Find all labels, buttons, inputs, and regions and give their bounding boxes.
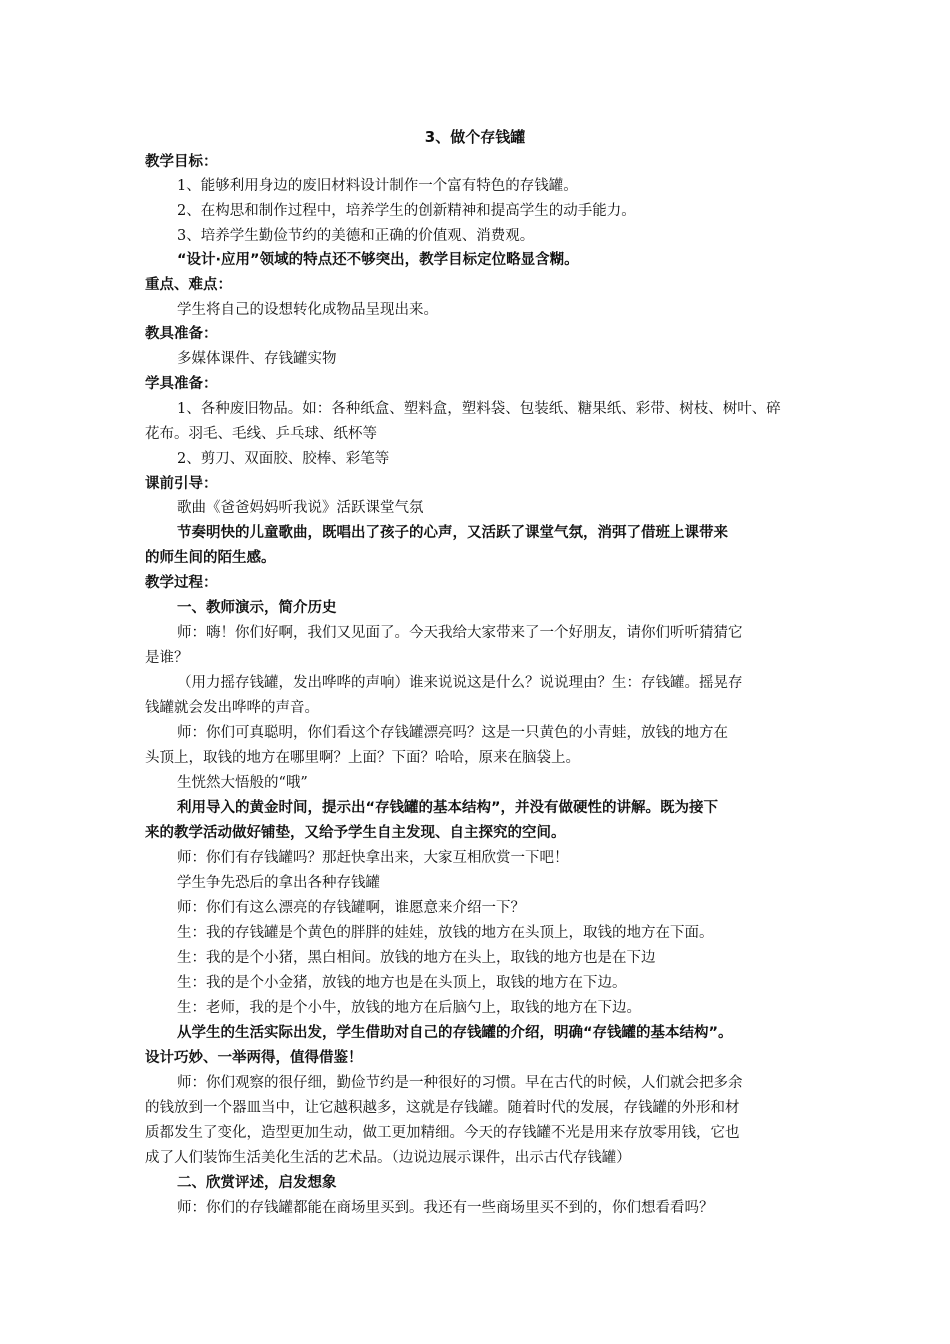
document-title: 3、做个存钱罐 (424, 128, 526, 146)
comment-line: 来的教学活动做好铺垫，又给予学生自主发现、自主探究的空间。 (145, 825, 566, 841)
section-heading-student-materials: 学具准备： (145, 376, 218, 392)
paragraph-line: 师：你们的存钱罐都能在商场里买到。我还有一些商场里买不到的，你们想看看吗？ (177, 1200, 714, 1216)
section-heading-teaching-aids: 教具准备： (145, 326, 218, 342)
paragraph-line: 2、在构思和制作过程中，培养学生的创新精神和提高学生的动手能力。 (177, 203, 636, 219)
comment-line: 的师生间的陌生感。 (145, 550, 276, 566)
paragraph-line: 头顶上，取钱的地方在哪里啊？上面？下面？哈哈，原来在脑袋上。 (145, 750, 580, 766)
paragraph-line: 学生将自己的设想转化成物品呈现出来。 (177, 302, 438, 318)
paragraph-line: 生：我的存钱罐是个黄色的胖胖的娃娃，放钱的地方在头顶上，取钱的地方在下面。 (177, 925, 714, 941)
comment-line: “设计·应用”领域的特点还不够突出，教学目标定位略显含糊。 (177, 252, 579, 268)
paragraph-line: 歌曲《爸爸妈妈听我说》活跃课堂气氛 (177, 500, 424, 516)
paragraph-line: 师：嗨！你们好啊，我们又见面了。今天我给大家带来了一个好朋友，请你们听听猜猜它 (177, 625, 743, 641)
paragraph-line: 质都发生了变化，造型更加生动，做工更加精细。今天的存钱罐不光是用来存放零用钱，它也 (145, 1125, 740, 1141)
paragraph-line: 师：你们有存钱罐吗？那赶快拿出来，大家互相欣赏一下吧！ (177, 850, 569, 866)
comment-line: 节奏明快的儿童歌曲，既唱出了孩子的心声，又活跃了课堂气氛，消弭了借班上课带来 (177, 525, 728, 541)
paragraph-line: 生恍然大悟般的“哦” (177, 775, 308, 791)
paragraph-line: 多媒体课件、存钱罐实物 (177, 351, 337, 367)
comment-line: 设计巧妙、一举两得，值得借鉴！ (145, 1050, 363, 1066)
paragraph-line: 花布。羽毛、毛线、乒乓球、纸杯等 (145, 426, 377, 442)
paragraph-line: 1、能够利用身边的废旧材料设计制作一个富有特色的存钱罐。 (177, 178, 578, 194)
subsection-heading: 一、教师演示，简介历史 (177, 600, 337, 616)
paragraph-line: 1、各种废旧物品。如：各种纸盒、塑料盒，塑料袋、包装纸、糖果纸、彩带、树枝、树叶、碎 (177, 401, 781, 417)
paragraph-line: （用力摇存钱罐，发出哗哗的声响）谁来说说这是什么？说说理由？生：存钱罐。摇晃存 (177, 675, 743, 691)
section-heading-process: 教学过程： (145, 575, 218, 591)
paragraph-line: 2、剪刀、双面胶、胶棒、彩笔等 (177, 451, 390, 467)
paragraph-line: 生：我的是个小金猪，放钱的地方也是在头顶上，取钱的地方在下边。 (177, 975, 627, 991)
paragraph-line: 钱罐就会发出哗哗的声音。 (145, 700, 319, 716)
paragraph-line: 成了人们装饰生活美化生活的艺术品。（边说边展示课件，出示古代存钱罐） (145, 1150, 631, 1166)
paragraph-line: 生：我的是个小猪，黑白相间。放钱的地方在头上，取钱的地方也是在下边 (177, 950, 656, 966)
paragraph-line: 师：你们观察的很仔细，勤俭节约是一种很好的习惯。早在古代的时候，人们就会把多余 (177, 1075, 743, 1091)
section-heading-key-points: 重点、难点： (145, 277, 232, 293)
subsection-heading: 二、欣赏评述，启发想象 (177, 1175, 337, 1191)
paragraph-line: 的钱放到一个器皿当中，让它越积越多，这就是存钱罐。随着时代的发展，存钱罐的外形和材 (145, 1100, 740, 1116)
comment-line: 从学生的生活实际出发，学生借助对自己的存钱罐的介绍，明确“存钱罐的基本结构”。 (177, 1025, 733, 1041)
paragraph-line: 学生争先恐后的拿出各种存钱罐 (177, 875, 380, 891)
comment-line: 利用导入的黄金时间，提示出“存钱罐的基本结构”，并没有做硬性的讲解。既为接下 (177, 800, 719, 816)
paragraph-line: 师：你们可真聪明，你们看这个存钱罐漂亮吗？这是一只黄色的小青蛙，放钱的地方在 (177, 725, 728, 741)
paragraph-line: 生：老师，我的是个小牛，放钱的地方在后脑勺上，取钱的地方在下边。 (177, 1000, 641, 1016)
paragraph-line: 师：你们有这么漂亮的存钱罐啊，谁愿意来介绍一下？ (177, 900, 525, 916)
paragraph-line: 是谁？ (145, 650, 189, 666)
paragraph-line: 3、培养学生勤俭节约的美德和正确的价值观、消费观。 (177, 228, 535, 244)
section-heading-objectives: 教学目标： (145, 154, 218, 170)
section-heading-intro: 课前引导： (145, 476, 218, 492)
